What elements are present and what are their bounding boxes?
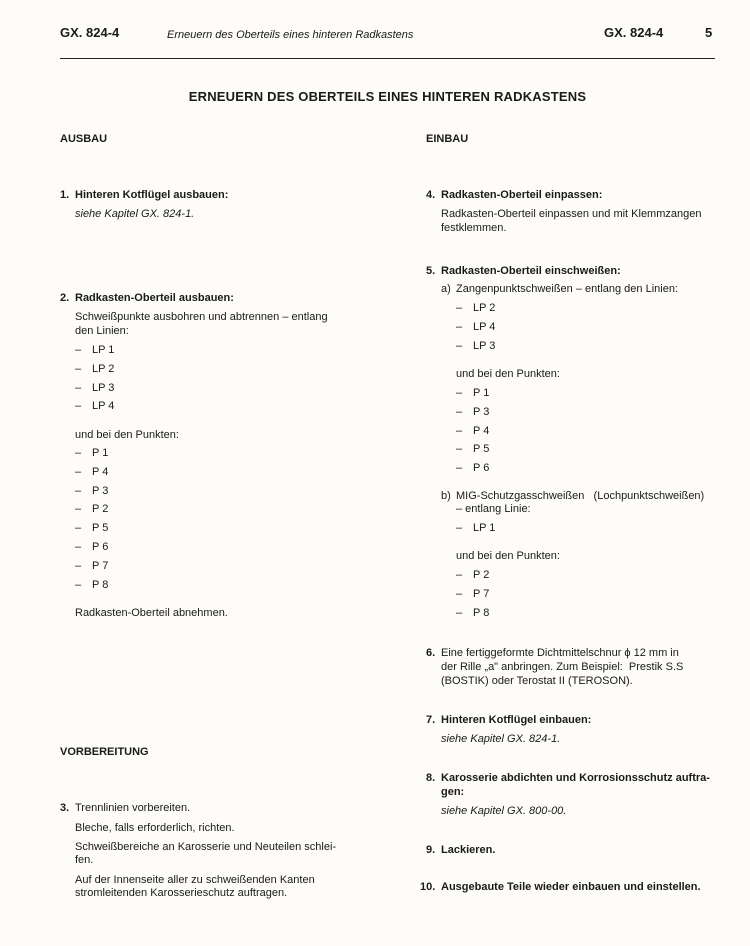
step-4-title: Radkasten-Oberteil einpassen: bbox=[441, 189, 603, 201]
step-5a-points-intro: und bei den Punkten: bbox=[456, 368, 560, 380]
header-subtitle: Erneuern des Oberteils eines hinteren Radkastens bbox=[167, 29, 414, 41]
einbau-heading: EINBAU bbox=[426, 133, 469, 145]
step-5-number: 5. bbox=[426, 265, 436, 277]
step-10-number: 10. bbox=[420, 881, 436, 893]
step-5b-text2: – entlang Linie: bbox=[456, 503, 531, 515]
step-9-title: Lackieren. bbox=[441, 844, 496, 856]
step-3-line2: Bleche, falls erforderlich, richten. bbox=[75, 822, 235, 834]
page-title: ERNEUERN DES OBERTEILS EINES HINTEREN RADKASTENS bbox=[188, 89, 587, 104]
list-item: – LP 3 bbox=[75, 381, 114, 400]
step-5b-points-intro: und bei den Punkten: bbox=[456, 550, 560, 562]
step-3-line3a: Schweißbereiche an Karosserie und Neuteilen schlei- bbox=[75, 841, 337, 853]
list-item: – P 2 bbox=[75, 502, 108, 521]
list-item: – P 1 bbox=[75, 446, 108, 465]
header-left-code: GX. 824-4 bbox=[60, 25, 120, 40]
page-number: 5 bbox=[705, 25, 713, 40]
step-2-line-list bbox=[75, 343, 114, 418]
list-item: – P 8 bbox=[75, 578, 108, 597]
step-6-line3: (BOSTIK) oder Terostat II (TEROSON). bbox=[441, 675, 633, 687]
list-item: – P 5 bbox=[75, 521, 108, 540]
step-5b-point-list bbox=[456, 568, 489, 624]
step-4-number: 4. bbox=[426, 189, 436, 201]
step-2-outro: Radkasten-Oberteil abnehmen. bbox=[75, 607, 228, 619]
ausbau-heading: AUSBAU bbox=[60, 133, 108, 145]
step-2-text-line1: Schweißpunkte ausbohren und abtrennen – entlang bbox=[75, 311, 328, 323]
step-5b-line-list bbox=[456, 521, 495, 540]
list-item: – P 7 bbox=[456, 587, 489, 606]
step-1-reference: siehe Kapitel GX. 824-1. bbox=[75, 208, 195, 220]
list-item: – P 7 bbox=[75, 559, 108, 578]
step-5a-text: Zangenpunktschweißen – entlang den Linien: bbox=[456, 283, 678, 295]
step-5a-line-list bbox=[456, 301, 495, 357]
list-item: – LP 3 bbox=[456, 339, 495, 358]
header-right-code: GX. 824-4 bbox=[604, 25, 664, 40]
step-6-line2: der Rille „a" anbringen. Zum Beispiel: Prestik S.S bbox=[441, 661, 684, 673]
list-item: – LP 4 bbox=[456, 320, 495, 339]
list-item: – P 8 bbox=[456, 606, 489, 625]
step-7-reference: siehe Kapitel GX. 824-1. bbox=[441, 733, 561, 745]
list-item: – P 4 bbox=[75, 465, 108, 484]
step-5a-label: a) bbox=[441, 283, 451, 295]
list-item: – P 3 bbox=[75, 484, 108, 503]
step-6-number: 6. bbox=[426, 647, 436, 659]
list-item: – P 5 bbox=[456, 442, 489, 461]
step-6-line1: Eine fertiggeformte Dichtmittelschnur ϕ 12 mm in bbox=[441, 647, 679, 659]
vorbereitung-heading: VORBEREITUNG bbox=[60, 746, 149, 758]
list-item: – LP 2 bbox=[75, 362, 114, 381]
step-3-line4b: stromleitenden Karosserieschutz auftragen. bbox=[75, 887, 288, 899]
list-item: – LP 4 bbox=[75, 399, 114, 418]
step-8-number: 8. bbox=[426, 772, 436, 784]
step-4-line2: festklemmen. bbox=[441, 222, 507, 234]
list-item: – P 6 bbox=[75, 540, 108, 559]
step-3-line4a: Auf der Innenseite aller zu schweißenden Kanten bbox=[75, 874, 315, 886]
step-5b-label: b) bbox=[441, 490, 451, 502]
step-3-line3b: fen. bbox=[75, 854, 94, 866]
step-10-title: Ausgebaute Teile wieder einbauen und einstellen. bbox=[441, 881, 701, 893]
step-2-text-line2: den Linien: bbox=[75, 325, 129, 337]
step-8-title-line1: Karosserie abdichten und Korrosionsschutz auftra- bbox=[441, 772, 710, 784]
header-rule bbox=[60, 58, 715, 59]
step-3-number: 3. bbox=[60, 802, 70, 814]
step-5b-text1: MIG-Schutzgasschweißen (Lochpunktschweißen) bbox=[456, 490, 705, 502]
step-4-line1: Radkasten-Oberteil einpassen und mit Klemmzangen bbox=[441, 208, 702, 220]
step-5-title: Radkasten-Oberteil einschweißen: bbox=[441, 265, 621, 277]
step-8-title-line2: gen: bbox=[441, 786, 465, 798]
step-9-number: 9. bbox=[426, 844, 436, 856]
step-7-title: Hinteren Kotflügel einbauen: bbox=[441, 714, 592, 726]
list-item: – LP 1 bbox=[75, 343, 114, 362]
list-item: – P 2 bbox=[456, 568, 489, 587]
step-2-point-list bbox=[75, 446, 108, 596]
step-3-line1: Trennlinien vorbereiten. bbox=[75, 802, 191, 814]
step-2-number: 2. bbox=[60, 292, 70, 304]
step-2-title: Radkasten-Oberteil ausbauen: bbox=[75, 292, 234, 304]
list-item: – P 6 bbox=[456, 461, 489, 480]
list-item: – P 3 bbox=[456, 405, 489, 424]
step-7-number: 7. bbox=[426, 714, 436, 726]
step-2-points-intro: und bei den Punkten: bbox=[75, 429, 179, 441]
list-item: – LP 1 bbox=[456, 521, 495, 540]
step-1-title: Hinteren Kotflügel ausbauen: bbox=[75, 189, 229, 201]
step-8-reference: siehe Kapitel GX. 800-00. bbox=[441, 805, 567, 817]
list-item: – LP 2 bbox=[456, 301, 495, 320]
list-item: – P 1 bbox=[456, 386, 489, 405]
step-1-number: 1. bbox=[60, 189, 70, 201]
step-5a-point-list bbox=[456, 386, 489, 480]
list-item: – P 4 bbox=[456, 424, 489, 443]
